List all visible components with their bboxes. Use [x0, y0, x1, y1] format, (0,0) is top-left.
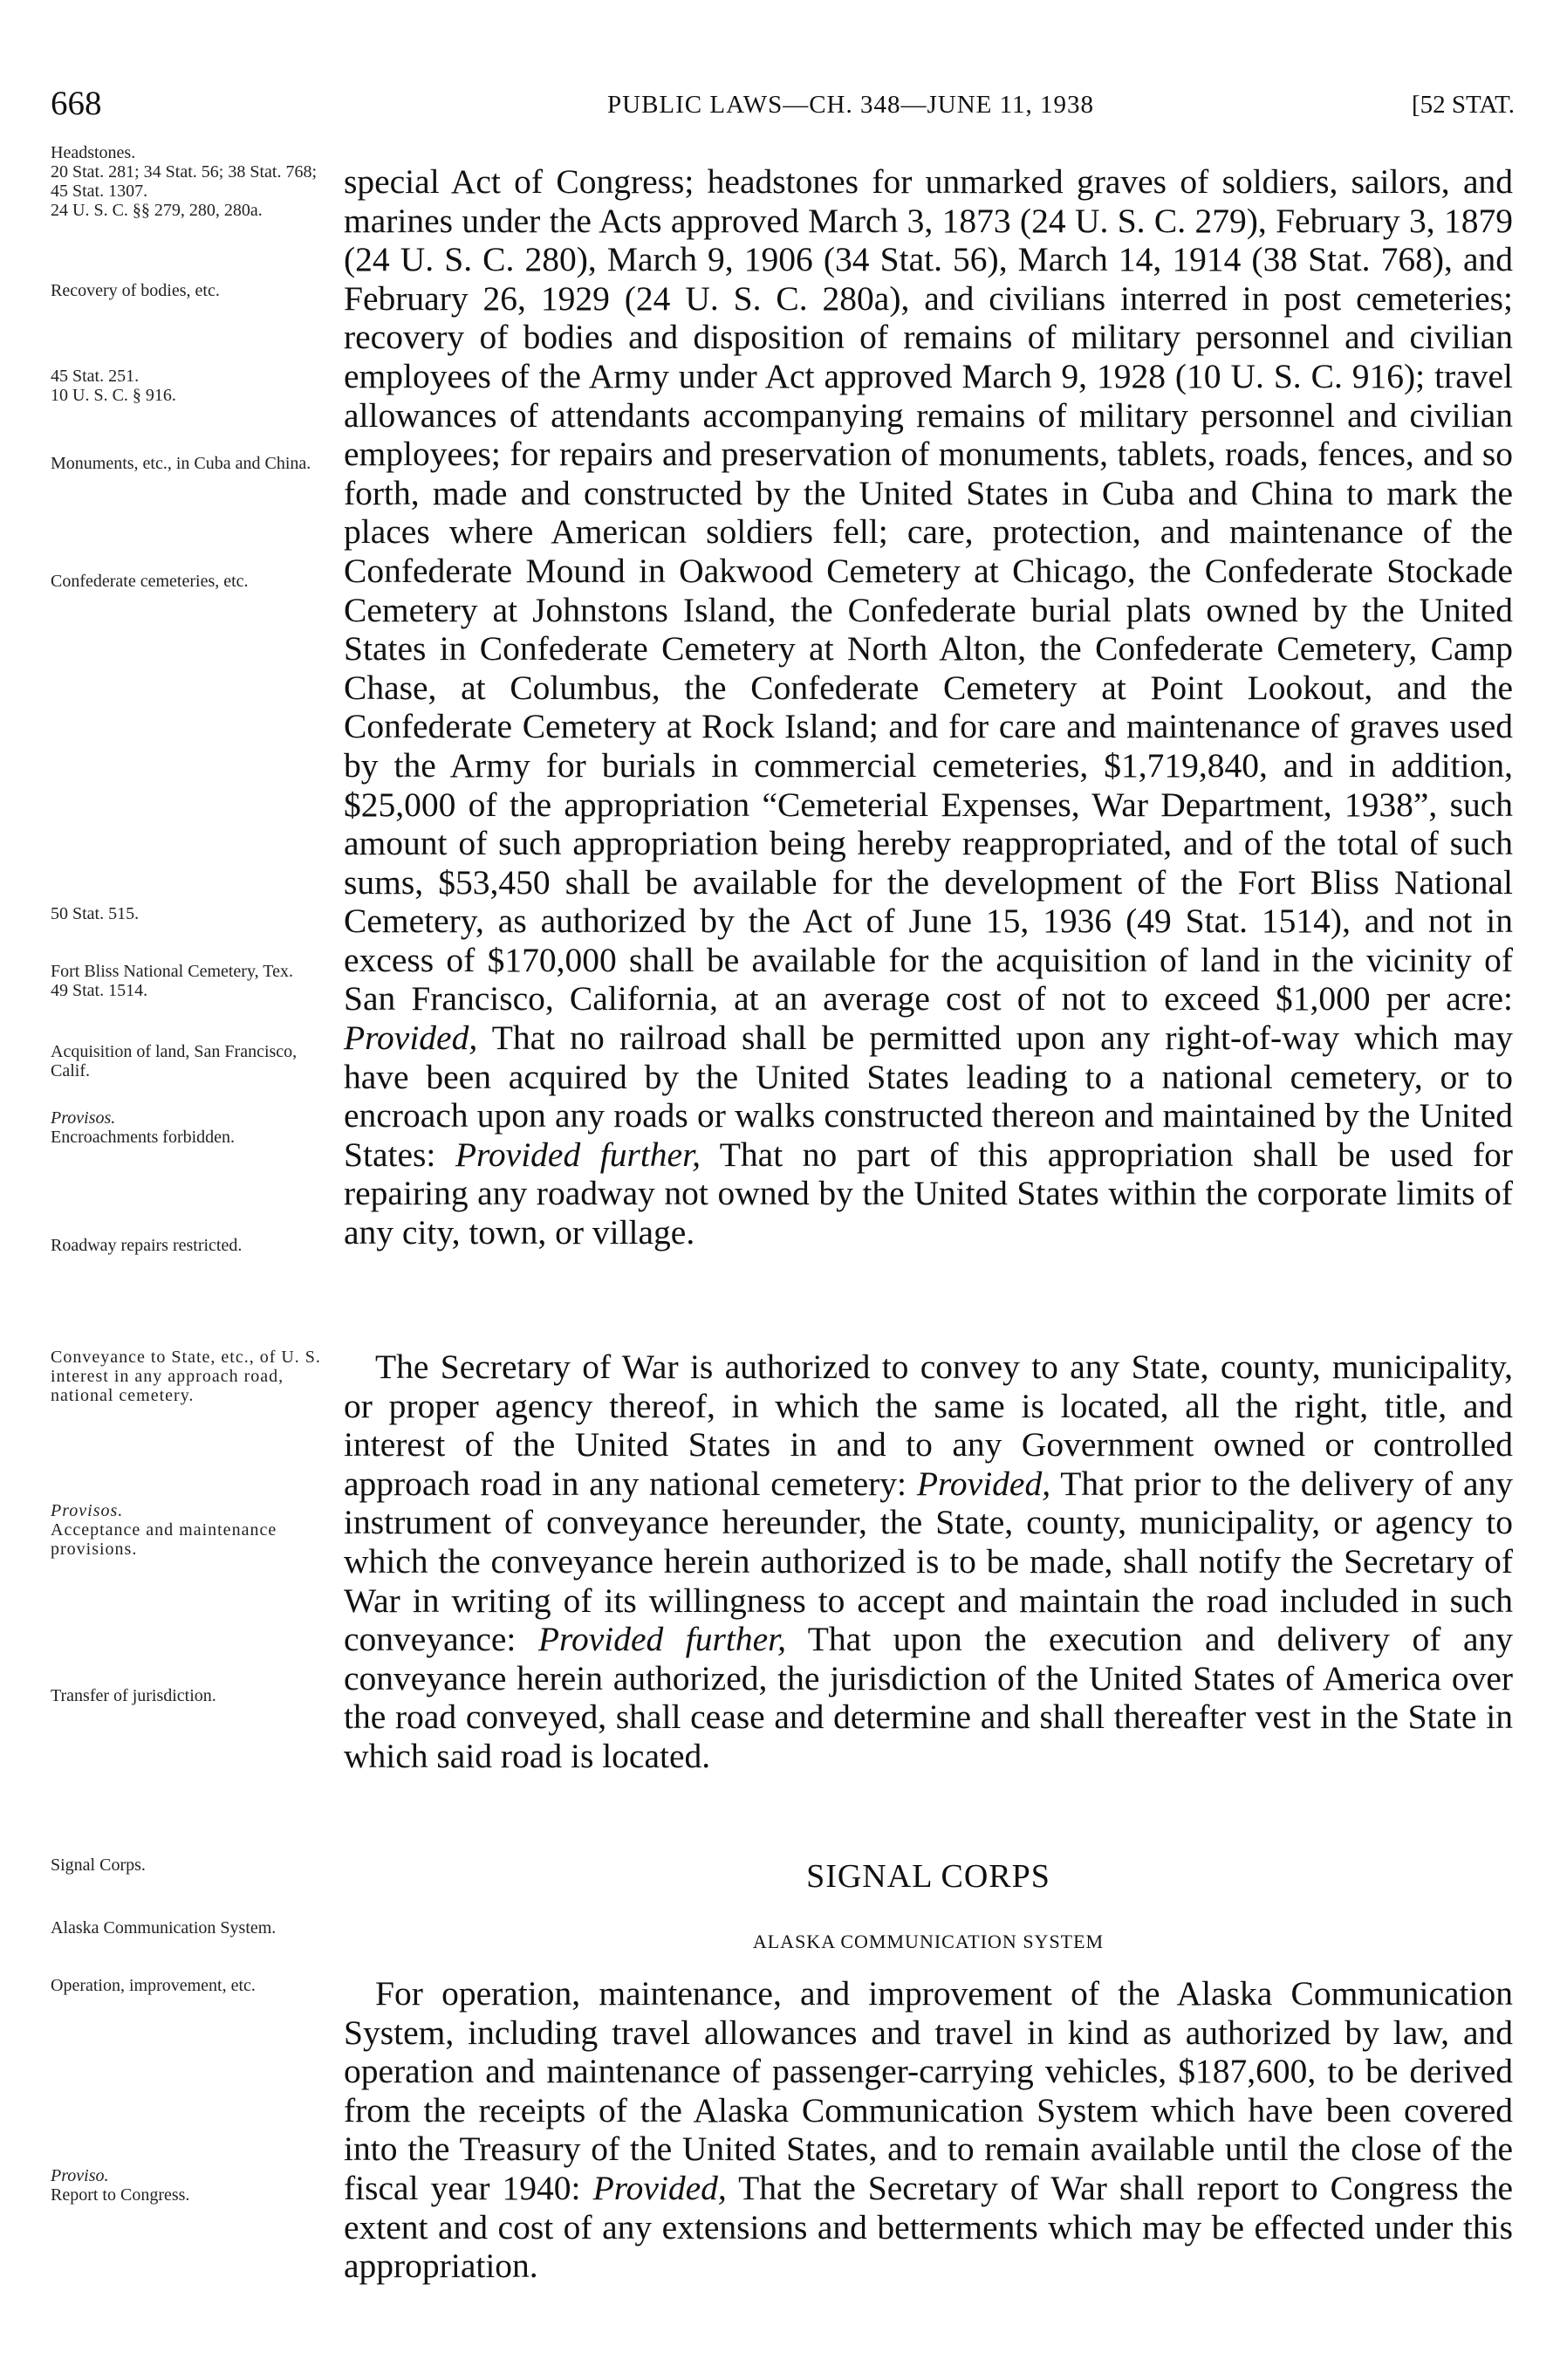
margin-note-conveyance: Conveyance to State, etc., of U. S. interest in any approach road, national cemetery.	[51, 1348, 321, 1405]
margin-note-signal-corps: Signal Corps.	[51, 1855, 146, 1875]
margin-note-san-francisco: Acquisition of land, San Francisco, Calif.	[51, 1042, 298, 1080]
margin-note-monuments: Monuments, etc., in Cuba and China.	[51, 454, 311, 473]
running-head: PUBLIC LAWS—CH. 348—JUNE 11, 1938	[607, 91, 1095, 119]
margin-note-45-stat: 45 Stat. 251. 10 U. S. C. § 916.	[51, 367, 176, 405]
margin-note-headstones: Headstones. 20 Stat. 281; 34 Stat. 56; 38 Stat. 768; 45 Stat. 1307. 24 U. S. C. §§ 279, 280, 280a.	[51, 143, 318, 220]
margin-note-roadway: Roadway repairs restricted.	[51, 1236, 243, 1255]
margin-note-encroachments: Provisos. Encroachments forbidden.	[51, 1108, 236, 1147]
paragraph-cemeterial: special Act of Congress; headstones for unmarked graves of soldiers, sailors, and marines under the Acts approved March 3, 1873 (24 U. S. C. 279), February 3, 1879 (24 U. S. C. 280), March 9, 1906 (34 Stat. 56), March 14, 1914 (38 Stat. 768), and February 26, 1929 (24 U. S. C. 280a), and civilians interred in post cemeteries; recovery of bodies and disposition of remains of military personnel and civilian employees of the Army under Act approved March 9, 1928 (10 U. S. C. 916); travel allowances of attendants accompanying remains of military personnel and civilian employees; for repairs and preservation of monuments, tablets, roads, fences, and so forth, made and constructed by the United States in Cuba and China to mark the places where American soldiers fell; care, protection, and maintenance of the Confederate Mound in Oakwood Cemetery at Chicago, the Confederate Stockade Cemetery at Johnstons Island, the Confederate burial plats owned by the United States in Confederate Cemetery at North Alton, the Confederate Cemetery, Camp Chase, at Columbus, the Confederate Cemetery at Point Lookout, and the Confederate Cemetery at Rock Island; and for care and maintenance of graves used by the Army for burials in commercial cemeteries, $1,719,840, and in addition, $25,000 of the appropriation “Cemeterial Expenses, War Department, 1938”, such amount of such appropriation being hereby reappropriated, and of the total of such sums, $53,450 shall be available for the development of the Fort Bliss National Cemetery, as authorized by the Act of June 15, 1936 (49 Stat. 1514), and not in excess of $170,000 shall be available for the acquisition of land in the vicinity of San Francisco, California, at an average cost of not to exceed $1,000 per acre: Provided, That no railroad shall be permitted upon any right-of-way which may have been acquired by the United States leading to a national cemetery, or to encroach upon any roads or walks constructed thereon and maintained by the United States: Provided further, That no part of this appropriation shall be used for repairing any roadway not owned by the United States within the corporate limits of any city, town, or village.	[344, 162, 1513, 1252]
margin-note-transfer: Transfer of jurisdiction.	[51, 1686, 216, 1705]
margin-note-alaska: Alaska Communication System.	[51, 1918, 277, 1938]
subsection-heading-alaska: ALASKA COMMUNICATION SYSTEM	[752, 1931, 1105, 1952]
paragraph-conveyance: The Secretary of War is authorized to convey to any State, county, municipality, or proper agency thereof, in which the same is located, all the right, title, and interest of the United States in and to any Government owned or controlled approach road in any national cemetery: Provided, That prior to the delivery of any instrument of conveyance hereunder, the State, county, municipality, or agency to which the conveyance herein authorized is to be made, shall notify the Secretary of War in writing of its willingness to accept and maintain the road included in such conveyance: Provided further, That upon the execution and delivery of any conveyance herein authorized, the jurisdiction of the United States of America over the road conveyed, shall cease and determine and shall thereafter vest in the State in which said road is located.	[344, 1348, 1514, 1775]
margin-note-recovery: Recovery of bodies, etc.	[51, 281, 220, 300]
margin-note-fort-bliss: Fort Bliss National Cemetery, Tex. 49 Stat. 1514.	[51, 962, 294, 1000]
volume-reference: [52 STAT.	[1412, 91, 1515, 119]
section-heading-signal-corps: SIGNAL CORPS	[806, 1858, 1050, 1895]
margin-note-operation: Operation, improvement, etc.	[51, 1976, 256, 1995]
margin-note-confederate: Confederate cemeteries, etc.	[51, 572, 249, 591]
margin-note-50-stat: 50 Stat. 515.	[51, 904, 140, 923]
page-number: 668	[51, 85, 102, 122]
margin-note-report: Proviso. Report to Congress.	[51, 2166, 190, 2205]
paragraph-alaska: For operation, maintenance, and improvement of the Alaska Communication System, including travel allowances and travel in kind as authorized by law, and operation and maintenance of passenger-carrying vehicles, $187,600, to be derived from the receipts of the Alaska Communication System which have been covered into the Treasury of the United States, and to remain available until the close of the fiscal year 1940: Provided, That the Secretary of War shall report to Congress the extent and cost of any extensions and betterments which may be effected under this appropriation.	[344, 1974, 1513, 2286]
margin-note-acceptance: Provisos. Acceptance and maintenance provisions.	[51, 1501, 277, 1559]
